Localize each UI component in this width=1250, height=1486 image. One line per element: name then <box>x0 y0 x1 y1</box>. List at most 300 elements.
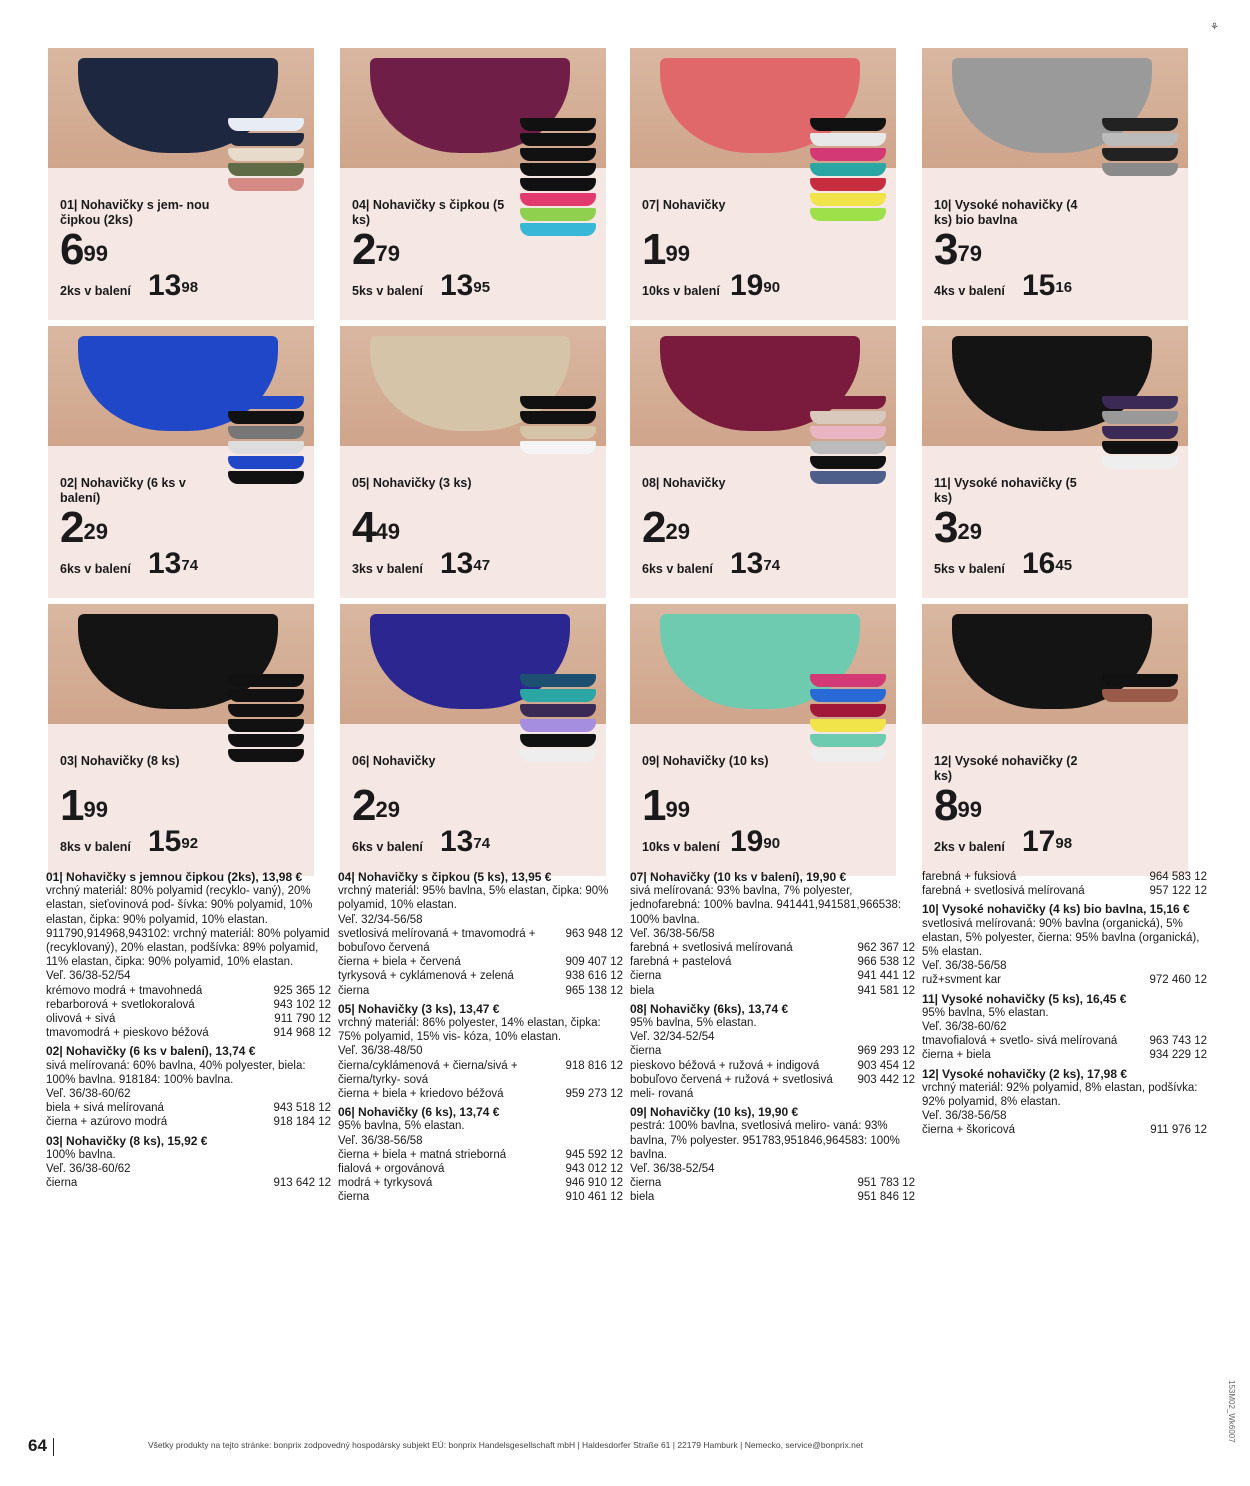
pack-item <box>810 396 886 409</box>
unit-price-dec: 79 <box>375 241 400 266</box>
color-row <box>46 998 331 1012</box>
section-text: Veľ. 36/38-60/62 <box>46 1088 131 1101</box>
unit-price-int: 6 <box>60 225 84 274</box>
unit-price-int: 3 <box>934 503 958 552</box>
article-number: 965 138 12 <box>565 984 623 997</box>
color-row <box>338 1176 623 1190</box>
article-number: 903 442 12 <box>857 1073 915 1086</box>
pack-item <box>228 674 304 687</box>
color-name: biela + sivá melírovaná <box>46 1102 164 1115</box>
product-card[interactable] <box>922 604 1188 876</box>
unit-price-dec: 49 <box>375 519 400 544</box>
pack-price-dec: 74 <box>181 557 199 574</box>
color-name: ruž+svment kar <box>922 974 1001 987</box>
unit-price-int: 3 <box>934 225 958 274</box>
pack-item <box>228 163 304 176</box>
article-number: 943 012 12 <box>565 1163 623 1176</box>
pack-label: 2ks v balení <box>934 840 1005 854</box>
color-row <box>46 1115 331 1129</box>
pack-label: 10ks v balení <box>642 840 720 854</box>
pack-item <box>520 674 596 687</box>
pack-item <box>1102 411 1178 424</box>
side-code: 153M02_Wk6007 <box>1227 1380 1236 1443</box>
article-number: 903 454 12 <box>857 1059 915 1072</box>
unit-price-dec: 29 <box>83 519 108 544</box>
pack-item <box>810 689 886 702</box>
product-label: 03| Nohavičky (8 ks) <box>60 754 180 768</box>
pack-item <box>520 163 596 176</box>
pack-item <box>228 441 304 454</box>
section-heading: 11| Vysoké nohavičky (5 ks), 16,45 € <box>922 991 1127 1006</box>
pack-label: 6ks v balení <box>352 840 423 854</box>
color-name: fialová + orgovánová <box>338 1163 445 1176</box>
unit-price-dec: 99 <box>83 797 108 822</box>
unit-price-int: 1 <box>642 781 666 830</box>
section-text: Veľ. 36/38-56/58 <box>630 927 715 940</box>
details-section <box>46 1134 331 1191</box>
color-row <box>630 1044 915 1058</box>
product-label: 10| Vysoké nohavičky (4 ks) bio bavlna <box>934 198 1078 227</box>
product-card[interactable] <box>340 604 606 876</box>
section-heading: 05| Nohavičky (3 ks), 13,47 € <box>338 1001 500 1016</box>
pack-item <box>810 163 886 176</box>
pack-preview <box>1102 118 1178 176</box>
pack-preview <box>520 118 596 236</box>
section-text: Veľ. 36/38-56/58 <box>338 1134 423 1147</box>
legal-footer: Všetky produkty na tejto stránke: bonprix zodpovedný hospodársky subjekt EÚ: bonprix Handelsgesellschaft mbH | Haldesdorfer Straße 61 | 22179 Hamburk | Nemecko, service@bonprix.net <box>148 1440 863 1450</box>
pack-price-dec: 90 <box>763 835 781 852</box>
pack-price <box>730 826 780 858</box>
pack-price-dec: 95 <box>473 279 491 296</box>
pack-label: 2ks v balení <box>60 284 131 298</box>
color-name: čierna + biela + kriedovo béžová <box>338 1088 504 1101</box>
unit-price <box>352 781 400 830</box>
pack-price-dec: 98 <box>1055 835 1073 852</box>
pack-item <box>520 749 596 762</box>
pack-price-int: 16 <box>1022 547 1056 580</box>
color-name: čierna + škoricová <box>922 1124 1015 1137</box>
article-number: 943 102 12 <box>273 998 331 1011</box>
unit-price <box>934 781 982 830</box>
color-row <box>922 870 1207 884</box>
section-heading: 08| Nohavičky (6ks), 13,74 € <box>630 1001 789 1016</box>
section-text: Veľ. 32/34-56/58 <box>338 913 423 926</box>
details-column-4 <box>922 870 1207 1142</box>
brand-logo: ⚘ <box>1210 22 1219 33</box>
product-label: 08| Nohavičky <box>642 476 726 490</box>
color-row <box>46 984 331 998</box>
pack-item <box>1102 163 1178 176</box>
color-name: biela <box>630 1191 655 1204</box>
color-name: rebarborová + svetlokoralová <box>46 998 195 1011</box>
color-name: čierna + biela + červená <box>338 956 461 969</box>
section-text: vrchný materiál: 92% polyamid, 8% elastan, podšívka: 92% polyamid, 8% elastan. <box>922 1081 1198 1109</box>
pack-label: 8ks v balení <box>60 840 131 854</box>
color-row <box>630 1059 915 1073</box>
color-name: olivová + sivá <box>46 1013 116 1026</box>
section-text: Veľ. 36/38-52/54 <box>46 970 131 983</box>
article-number: 945 592 12 <box>565 1148 623 1161</box>
section-text: Veľ. 36/38-56/58 <box>922 960 1007 973</box>
pack-label: 3ks v balení <box>352 562 423 576</box>
article-number: 957 122 12 <box>1149 885 1207 898</box>
pack-label: 4ks v balení <box>934 284 1005 298</box>
color-row <box>338 1190 623 1204</box>
section-text: pestrá: 100% bavlna, svetlosivá meliro- vaná: 93% bavlna, 7% polyester. 951783,951846,964583: 100% bavlna. <box>630 1120 900 1161</box>
section-text: Veľ. 36/38-60/62 <box>46 1163 131 1176</box>
article-number: 913 642 12 <box>273 1177 331 1190</box>
unit-price-dec: 99 <box>665 797 690 822</box>
pack-item <box>520 118 596 131</box>
article-number: 962 367 12 <box>857 942 915 955</box>
details-column-1 <box>46 870 331 1194</box>
section-heading: 09| Nohavičky (10 ks), 19,90 € <box>630 1105 799 1120</box>
unit-price-int: 8 <box>934 781 958 830</box>
section-heading: 07| Nohavičky (10 ks v balení), 19,90 € <box>630 870 847 884</box>
unit-price-int: 1 <box>60 781 84 830</box>
section-text: vrchný materiál: 86% polyester, 14% elastan, čipka: 75% polyamid, 15% vis- kóza, 10% elastan. <box>338 1017 601 1044</box>
color-name: čierna <box>630 1045 662 1058</box>
article-number: 918 816 12 <box>565 1059 623 1072</box>
pack-price-int: 15 <box>1022 269 1056 302</box>
color-row <box>630 1073 915 1101</box>
section-text: 95% bavlna, 5% elastan. <box>630 1017 757 1030</box>
color-row <box>46 1012 331 1026</box>
pack-item <box>1102 689 1178 702</box>
color-row <box>630 1176 915 1190</box>
product-card[interactable] <box>630 326 896 598</box>
section-heading: 10| Vysoké nohavičky (4 ks) bio bavlna, 15,16 € <box>922 902 1190 917</box>
article-number: 910 461 12 <box>565 1191 623 1204</box>
details-section <box>630 1105 915 1204</box>
unit-price-dec: 79 <box>957 241 982 266</box>
article-number: 914 968 12 <box>273 1027 331 1040</box>
color-name: čierna <box>338 1191 370 1204</box>
product-card[interactable] <box>922 326 1188 598</box>
details-column-3 <box>630 870 915 1209</box>
pack-item <box>228 411 304 424</box>
color-name: čierna <box>630 1177 662 1190</box>
article-number: 966 538 12 <box>857 956 915 969</box>
pack-price-dec: 74 <box>763 557 781 574</box>
section-text: 100% bavlna. <box>46 1148 116 1161</box>
section-text: Veľ. 36/38-48/50 <box>338 1045 423 1058</box>
color-row <box>630 984 915 998</box>
section-text: 95% bavlna, 5% elastan. <box>338 1120 465 1133</box>
color-name: farebná + pastelová <box>630 956 732 969</box>
pack-price-dec: 98 <box>181 279 199 296</box>
details-column-2 <box>338 870 623 1209</box>
pack-item <box>1102 118 1178 131</box>
color-row <box>922 1123 1207 1137</box>
section-text: Veľ. 32/34-52/54 <box>630 1031 715 1044</box>
article-number: 972 460 12 <box>1149 974 1207 987</box>
unit-price-dec: 99 <box>83 241 108 266</box>
product-label: 09| Nohavičky (10 ks) <box>642 754 769 768</box>
pack-preview <box>810 396 886 484</box>
pack-price <box>1022 270 1072 302</box>
pack-price-int: 13 <box>440 269 474 302</box>
section-heading: 06| Nohavičky (6 ks), 13,74 € <box>338 1105 500 1120</box>
pack-price-int: 13 <box>730 547 764 580</box>
color-name: farebná + svetlosivá melírovaná <box>630 942 793 955</box>
unit-price-int: 2 <box>60 503 84 552</box>
article-number: 969 293 12 <box>857 1045 915 1058</box>
details-section <box>922 870 1207 898</box>
product-label: 07| Nohavičky <box>642 198 726 212</box>
pack-preview <box>810 674 886 762</box>
pack-item <box>810 704 886 717</box>
color-name: farebná + fuksiová <box>922 871 1017 883</box>
pack-price-dec: 92 <box>181 835 199 852</box>
article-number: 911 790 12 <box>274 1013 331 1026</box>
article-number: 941 581 12 <box>857 984 915 997</box>
pack-price <box>148 548 198 580</box>
pack-item <box>810 471 886 484</box>
pack-label: 6ks v balení <box>642 562 713 576</box>
pack-price-int: 13 <box>440 547 474 580</box>
color-name: čierna + biela + matná strieborná <box>338 1148 507 1161</box>
unit-price <box>642 225 690 274</box>
pack-item <box>228 471 304 484</box>
details-section <box>46 870 331 1040</box>
pack-item <box>810 133 886 146</box>
pack-item <box>520 193 596 206</box>
color-name: svetlosivá melírovaná + tmavomodrá + bobuľovo červená <box>338 927 536 955</box>
color-row <box>630 1190 915 1204</box>
details-section <box>922 992 1207 1063</box>
pack-item <box>520 148 596 161</box>
product-card[interactable] <box>48 48 314 320</box>
pack-item <box>810 411 886 424</box>
product-label: 05| Nohavičky (3 ks) <box>352 476 472 490</box>
unit-price-dec: 99 <box>957 797 982 822</box>
product-label: 11| Vysoké nohavičky (5 ks) <box>934 476 1077 505</box>
color-name: čierna + biela <box>922 1049 991 1062</box>
pack-item <box>810 118 886 131</box>
article-number: 964 583 12 <box>1149 871 1207 883</box>
pack-item <box>810 208 886 221</box>
article-number: 951 783 12 <box>857 1177 915 1190</box>
pack-price <box>730 548 780 580</box>
pack-item <box>810 441 886 454</box>
pack-item <box>1102 396 1178 409</box>
pack-item <box>810 456 886 469</box>
pack-item <box>810 178 886 191</box>
unit-price <box>934 225 982 274</box>
pack-item <box>228 734 304 747</box>
pack-item <box>810 734 886 747</box>
pack-preview <box>228 118 304 191</box>
color-row <box>922 884 1207 898</box>
section-text: 95% bavlna, 5% elastan. <box>922 1006 1049 1019</box>
pack-item <box>1102 456 1178 469</box>
unit-price <box>352 225 400 274</box>
color-row <box>922 1034 1207 1048</box>
pack-item <box>810 148 886 161</box>
pack-item <box>228 118 304 131</box>
pack-label: 5ks v balení <box>934 562 1005 576</box>
pack-item <box>228 719 304 732</box>
pack-price-dec: 90 <box>763 279 781 296</box>
product-label: 01| Nohavičky s jem- nou čipkou (2ks) <box>60 198 210 227</box>
product-label: 02| Nohavičky (6 ks v balení) <box>60 476 186 505</box>
pack-preview <box>1102 674 1178 702</box>
pack-item <box>228 689 304 702</box>
section-text: sivá melírovaná: 93% bavlna, 7% polyester, jednofarebná: 100% bavlna. 941441,941581,966538: 100% bavlna. <box>630 885 902 926</box>
pack-item <box>520 719 596 732</box>
product-label: 12| Vysoké nohavičky (2 ks) <box>934 754 1078 783</box>
pack-preview <box>1102 396 1178 469</box>
pack-price <box>440 548 490 580</box>
pack-price <box>148 826 198 858</box>
pack-item <box>810 719 886 732</box>
pack-label: 6ks v balení <box>60 562 131 576</box>
color-row <box>630 955 915 969</box>
article-number: 946 910 12 <box>565 1177 623 1190</box>
pack-item <box>520 223 596 236</box>
section-text: Veľ. 36/38-56/58 <box>922 1110 1007 1123</box>
pack-label: 10ks v balení <box>642 284 720 298</box>
color-row <box>338 927 623 955</box>
pack-item <box>228 704 304 717</box>
pack-item <box>810 674 886 687</box>
color-name: čierna <box>630 970 662 983</box>
color-name: čierna <box>46 1177 78 1190</box>
pack-item <box>228 178 304 191</box>
pack-item <box>810 749 886 762</box>
pack-price <box>148 270 198 302</box>
section-heading: 12| Vysoké nohavičky (2 ks), 17,98 € <box>922 1066 1128 1081</box>
unit-price <box>934 503 982 552</box>
article-number: 959 273 12 <box>565 1088 623 1101</box>
article-number: 934 229 12 <box>1149 1049 1207 1062</box>
unit-price <box>60 503 108 552</box>
unit-price <box>60 225 108 274</box>
pack-preview <box>228 674 304 762</box>
color-name: tyrkysová + cyklámenová + zelená <box>338 970 514 983</box>
product-card[interactable] <box>340 48 606 320</box>
color-name: tmavofialová + svetlo- sivá melírovaná <box>922 1035 1118 1048</box>
color-row <box>338 984 623 998</box>
pack-price-int: 13 <box>440 825 474 858</box>
article-number: 938 616 12 <box>565 970 623 983</box>
pack-price <box>440 270 490 302</box>
details-section <box>338 870 623 998</box>
color-name: čierna/cyklámenová + čierna/sivá + čierna/tyrky- sová <box>338 1059 518 1086</box>
color-name: modrá + tyrkysová <box>338 1177 433 1190</box>
pack-preview <box>228 396 304 484</box>
section-text: vrchný materiál: 95% bavlna, 5% elastan, čipka: 90% polyamid, 10% elastan. <box>338 885 609 912</box>
color-name: pieskovo béžová + ružová + indigová <box>630 1059 820 1072</box>
pack-item <box>1102 674 1178 687</box>
pack-item <box>228 426 304 439</box>
pack-label: 5ks v balení <box>352 284 423 298</box>
pack-item <box>520 426 596 439</box>
section-text: svetlosivá melírovaná: 90% bavlna (organická), 5% elastan, 5% polyester, čierna: 95% bavlna (organická), 5% elastan. <box>922 917 1200 959</box>
product-card[interactable] <box>922 48 1188 320</box>
pack-price-int: 13 <box>148 269 182 302</box>
pack-preview <box>520 396 596 454</box>
details-section <box>630 1002 915 1101</box>
section-text: sivá melírovaná: 60% bavlna, 40% polyester, biela: 100% bavlna. 918184: 100% bavlna. <box>46 1059 306 1086</box>
pack-item <box>1102 133 1178 146</box>
product-card[interactable] <box>340 326 606 598</box>
unit-price <box>642 503 690 552</box>
pack-preview <box>520 674 596 762</box>
pack-item <box>520 208 596 221</box>
section-heading: 03| Nohavičky (8 ks), 15,92 € <box>46 1133 208 1148</box>
unit-price-int: 2 <box>352 225 376 274</box>
product-card[interactable] <box>48 326 314 598</box>
article-number: 951 846 12 <box>857 1191 915 1204</box>
details-section <box>338 1105 623 1204</box>
pack-item <box>228 396 304 409</box>
pack-item <box>520 734 596 747</box>
details-section <box>338 1002 623 1101</box>
unit-price <box>642 781 690 830</box>
color-name: čierna <box>338 984 370 997</box>
pack-price-int: 17 <box>1022 825 1056 858</box>
color-row <box>922 973 1207 987</box>
unit-price-dec: 29 <box>375 797 400 822</box>
unit-price-dec: 29 <box>957 519 982 544</box>
details-section <box>922 902 1207 987</box>
color-row <box>46 1101 331 1115</box>
section-heading: 01| Nohavičky s jemnou čipkou (2ks), 13,98 € <box>46 870 303 884</box>
unit-price-dec: 29 <box>665 519 690 544</box>
pack-item <box>1102 441 1178 454</box>
product-card[interactable] <box>630 48 896 320</box>
color-row <box>46 1176 331 1190</box>
pack-item <box>520 411 596 424</box>
article-number: 911 976 12 <box>1150 1124 1207 1137</box>
pack-item <box>520 133 596 146</box>
pack-price <box>440 826 490 858</box>
pack-price-int: 13 <box>148 547 182 580</box>
color-row <box>338 969 623 983</box>
product-card[interactable] <box>48 604 314 876</box>
color-name: farebná + svetlosivá melírovaná <box>922 885 1085 898</box>
pack-price <box>1022 548 1072 580</box>
article-number: 941 441 12 <box>857 970 915 983</box>
pack-price-int: 19 <box>730 825 764 858</box>
section-heading: 02| Nohavičky (6 ks v balení), 13,74 € <box>46 1044 256 1059</box>
page-number: 64 <box>28 1436 54 1456</box>
color-name: bobuľovo červená + ružová + svetlosivá meli- rovaná <box>630 1073 833 1101</box>
pack-item <box>228 133 304 146</box>
pack-price-int: 19 <box>730 269 764 302</box>
pack-price-dec: 16 <box>1055 279 1073 296</box>
unit-price-dec: 99 <box>665 241 690 266</box>
product-photo <box>922 604 1188 724</box>
details-section <box>630 870 915 998</box>
section-heading: 04| Nohavičky s čipkou (5 ks), 13,95 € <box>338 870 552 884</box>
pack-item <box>810 426 886 439</box>
article-number: 943 518 12 <box>273 1102 331 1115</box>
color-row <box>630 969 915 983</box>
color-row <box>338 1087 623 1101</box>
article-number: 963 743 12 <box>1149 1035 1207 1048</box>
product-label: 04| Nohavičky s čipkou (5 ks) <box>352 198 505 227</box>
color-row <box>338 955 623 969</box>
color-name: krémovo modrá + tmavohnedá <box>46 984 203 997</box>
article-number: 963 948 12 <box>565 927 623 940</box>
product-card[interactable] <box>630 604 896 876</box>
pack-item <box>520 396 596 409</box>
article-number: 918 184 12 <box>273 1116 331 1129</box>
color-row <box>630 941 915 955</box>
